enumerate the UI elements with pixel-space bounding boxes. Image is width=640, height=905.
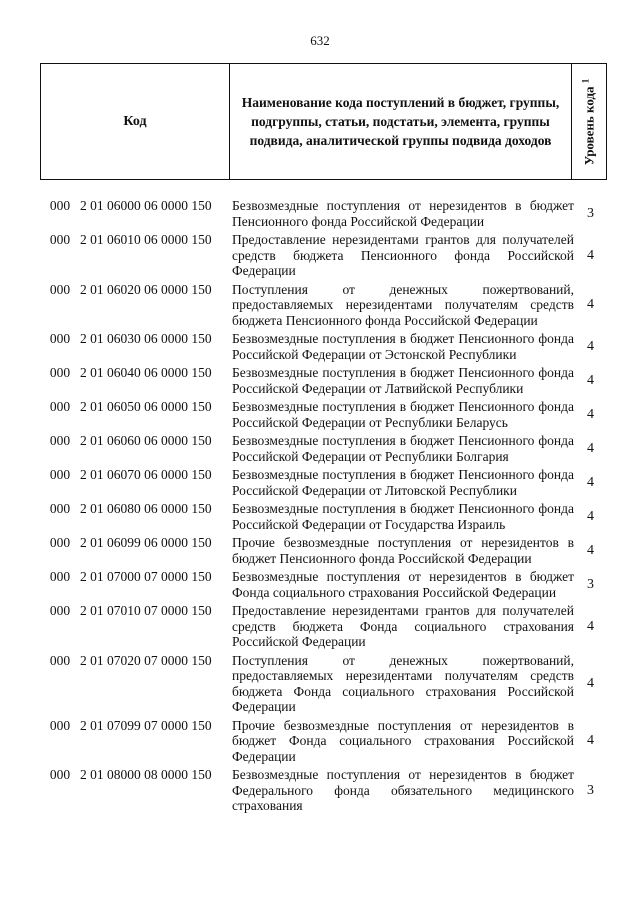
code-level: 3 — [587, 576, 594, 592]
revenue-code: 2 01 06030 06 0000 150 — [80, 331, 212, 346]
code-level: 4 — [587, 618, 594, 634]
revenue-code: 2 01 06010 06 0000 150 — [80, 232, 212, 247]
admin-code: 000 — [49, 569, 71, 584]
revenue-code: 2 01 06080 06 0000 150 — [80, 501, 212, 516]
revenue-name: Безвозмездные поступления от нерезидентов в бюджет Пенсионного фонда Российской Федерации — [232, 198, 574, 229]
header-level-label: Уровень кода $^1$ — [580, 78, 597, 165]
admin-code: 000 — [49, 331, 71, 346]
revenue-name: Поступления от денежных пожертвований, предоставляемых нерезидентами получателям средств бюджета Пенсионного фонда Российской Федерации — [232, 281, 574, 328]
revenue-name: Безвозмездные поступления в бюджет Пенсионного фонда Российской Федерации от Республики Болгария — [232, 433, 574, 464]
revenue-name: Безвозмездные поступления в бюджет Пенсионного фонда Российской Федерации от Латвийской Республики — [232, 365, 574, 396]
code-level: 4 — [587, 440, 594, 456]
code-rows — [40, 198, 607, 817]
revenue-code: 2 01 07020 07 0000 150 — [80, 652, 212, 668]
revenue-code: 2 01 06070 06 0000 150 — [80, 467, 212, 482]
code-level: 4 — [587, 675, 594, 691]
code-level: 4 — [587, 297, 594, 312]
admin-code: 000 — [49, 767, 71, 782]
revenue-name: Предоставление нерезидентами грантов для получателей средств бюджета Фонда социального страхования Российской Федерации — [232, 603, 574, 649]
table-row — [40, 331, 607, 362]
revenue-code: 2 01 06099 06 0000 150 — [80, 535, 212, 550]
code-level: 4 — [587, 508, 594, 524]
header-code: Код — [41, 64, 230, 179]
revenue-code: 2 01 06050 06 0000 150 — [80, 399, 212, 414]
code-level: 4 — [587, 733, 594, 748]
revenue-name: Поступления от денежных пожертвований, предоставляемых нерезидентами получателям средств бюджета Фонда социального страхования Российской Федерации — [232, 652, 574, 714]
table-row — [40, 198, 607, 229]
table-row — [40, 433, 607, 464]
page-number: 632 — [310, 33, 330, 48]
table-row — [40, 501, 607, 532]
admin-code: 000 — [49, 198, 71, 213]
revenue-name: Прочие безвозмездные поступления от нерезидентов в бюджет Пенсионного фонда Российской Федерации — [232, 535, 574, 566]
table-row — [40, 365, 607, 396]
revenue-code: 2 01 07000 07 0000 150 — [80, 569, 212, 584]
table-row — [40, 569, 607, 600]
admin-code: 000 — [49, 232, 71, 247]
admin-code: 000 — [49, 281, 71, 297]
table-row — [40, 282, 607, 329]
revenue-code: 2 01 07099 07 0000 150 — [80, 717, 212, 733]
revenue-name: Безвозмездные поступления в бюджет Пенсионного фонда Российской Федерации от Республики Беларусь — [232, 399, 574, 430]
revenue-name: Безвозмездные поступления в бюджет Пенсионного фонда Российской Федерации от Государства Израиль — [232, 501, 574, 532]
admin-code: 000 — [49, 399, 71, 414]
admin-code: 000 — [49, 603, 71, 618]
revenue-name: Безвозмездные поступления от нерезидентов в бюджет Фонда социального страхования Российской Федерации — [232, 569, 574, 600]
code-level: 3 — [587, 205, 594, 221]
code-level: 4 — [587, 338, 594, 354]
revenue-code: 2 01 06020 06 0000 150 — [80, 281, 212, 297]
revenue-name: Безвозмездные поступления от нерезидентов в бюджет Федерального фонда обязательного медицинского страхования — [232, 767, 574, 813]
revenue-name: Прочие безвозмездные поступления от нерезидентов в бюджет Фонда социального страхования Российской Федерации — [232, 717, 574, 764]
code-level: 4 — [587, 247, 594, 263]
table-row — [40, 232, 607, 279]
table-header — [40, 63, 607, 180]
table-row — [40, 535, 607, 566]
revenue-name: Предоставление нерезидентами грантов для получателей средств бюджета Пенсионного фонда Российской Федерации — [232, 232, 574, 278]
table-row — [40, 603, 607, 650]
admin-code: 000 — [49, 433, 71, 448]
code-level: 4 — [587, 406, 594, 422]
revenue-name: Безвозмездные поступления в бюджет Пенсионного фонда Российской Федерации от Литовской Республики — [232, 467, 574, 498]
admin-code: 000 — [49, 467, 71, 482]
header-level — [572, 64, 606, 179]
code-level: 4 — [587, 474, 594, 490]
revenue-code: 2 01 06000 06 0000 150 — [80, 198, 212, 213]
code-level: 3 — [587, 782, 594, 798]
table-row — [40, 718, 607, 765]
code-level: 4 — [587, 542, 594, 558]
revenue-code: 2 01 08000 08 0000 150 — [80, 767, 212, 782]
table-row — [40, 399, 607, 430]
admin-code: 000 — [49, 501, 71, 516]
header-name: Наименование кода поступлений в бюджет, группы, подгруппы, статьи, подстатьи, элемента, группы подвида, аналитической группы подвида доходов — [230, 64, 572, 179]
revenue-code: 2 01 06060 06 0000 150 — [80, 433, 212, 448]
table-row — [40, 653, 607, 715]
admin-code: 000 — [49, 652, 71, 668]
revenue-code: 2 01 07010 07 0000 150 — [80, 603, 212, 618]
admin-code: 000 — [49, 717, 71, 733]
table-row — [40, 767, 607, 814]
admin-code: 000 — [49, 365, 71, 380]
table-row — [40, 467, 607, 498]
revenue-code: 2 01 06040 06 0000 150 — [80, 365, 212, 380]
admin-code: 000 — [49, 535, 71, 550]
header-level-footnote: 1 — [580, 78, 591, 83]
revenue-name: Безвозмездные поступления в бюджет Пенсионного фонда Российской Федерации от Эстонской Республики — [232, 331, 574, 362]
code-level: 4 — [587, 372, 594, 388]
